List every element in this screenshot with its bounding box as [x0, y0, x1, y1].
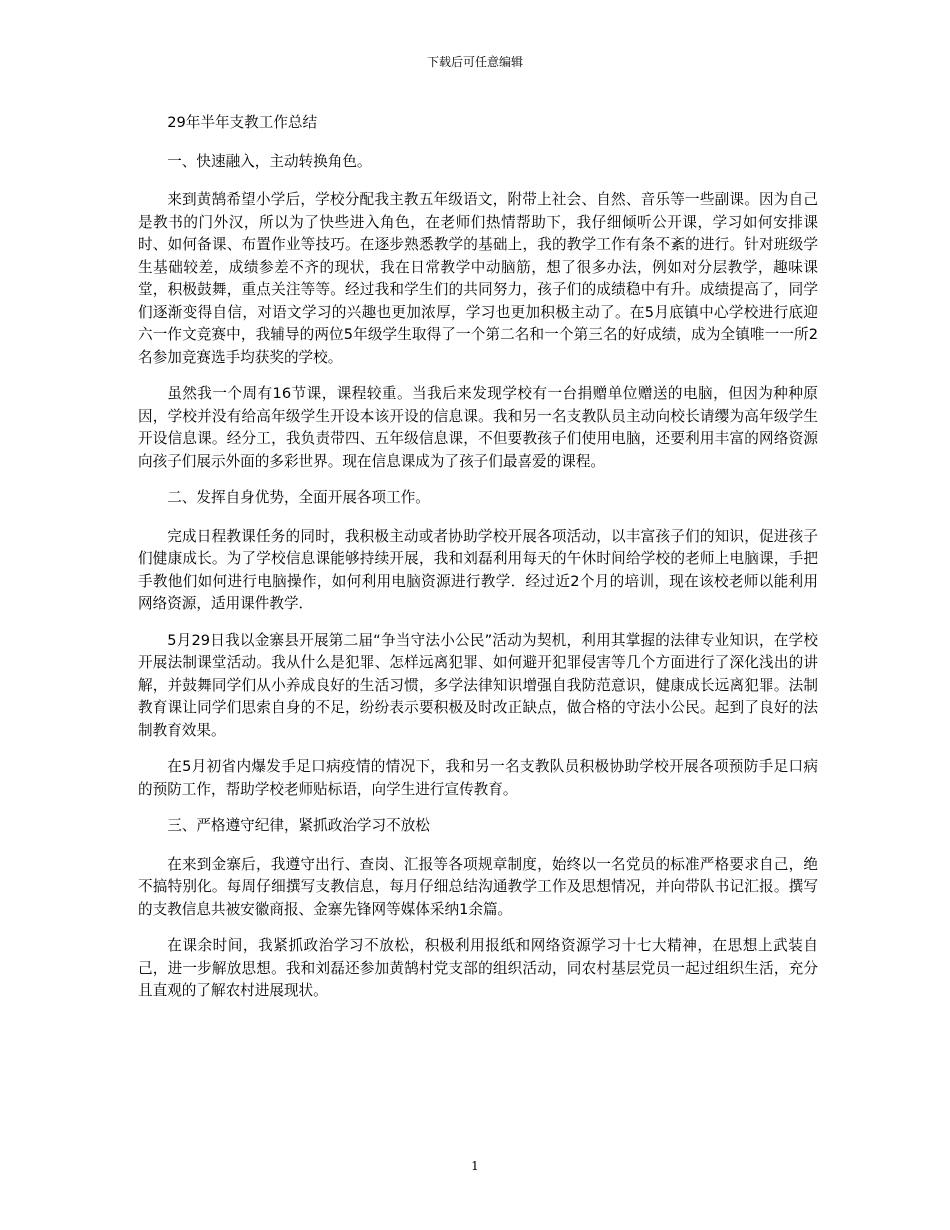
paragraph-1: 来到黄鹄希望小学后，学校分配我主教五年级语文，附带上社会、自然、音乐等一些副课。因为自己是教书的门外汉，所以为了快些进入角色，在老师们热情帮助下，我仔细倾听公开课，学习如何安排课时、如何备课、布置作业等技巧。在逐步熟悉教学的基础上，我的教学工作有条不紊的进行。针对班级学生基础较差，成绩参差不齐的现状，我在日常教学中动脑筋，想了很多办法，例如对分层教学，趣味课堂，积极鼓舞，重点关注等等。经过我和学生们的共同努力，孩子们的成绩稳中有升。成绩提高了，同学们逐渐变得自信，对语文学习的兴趣也更加浓厚，学习也更加积极主动了。在5月底镇中心学校进行底迎六一作文竞赛中，我辅导的两位5年级学生取得了一个第二名和一个第三名的好成绩，成为全镇唯一一所2名参加竞赛选手均获奖的学校。	[138, 191, 818, 366]
paragraph-4: 5月29日我以金寨县开展第二届“争当守法小公民”活动为契机，利用其掌握的法律专业知识，在学校开展法制课堂活动。我从什么是犯罪、怎样远离犯罪、如何避开犯罪侵害等几个方面进行了深化浅出的讲解，并鼓舞同学们从小养成良好的生活习惯，多学法律知识增强自我防范意识，健康成长远离犯罪。法制教育课让同学们思索自身的不足，纷纷表示要积极及时改正缺点，做合格的守法小公民。起到了良好的法制教育效果。	[138, 631, 818, 739]
section-heading-3: 三、严格遵守纪律，紧抓政治学习不放松	[167, 817, 430, 834]
paragraph-5: 在5月初省内爆发手足口病疫情的情况下，我和另一名支教队员积极协助学校开展各项预防手足口病的预防工作，帮助学校老师贴标语，向学生进行宣传教育。	[138, 758, 818, 798]
header-note: 下载后可任意编辑	[426, 55, 523, 69]
paragraph-7: 在课余时间，我紧抓政治学习不放松，积极利用报纸和网络资源学习十七大精神，在思想上武装自己，进一步解放思想。我和刘磊还参加黄鹄村党支部的组织活动，同农村基层党员一起过组织生活，充分且直观的了解农村进展现状。	[138, 937, 818, 999]
document-title: 29年半年支教工作总结	[167, 114, 318, 131]
section-heading-2: 二、发挥自身优势，全面开展各项工作。	[167, 489, 430, 506]
paragraph-3: 完成日程教课任务的同时，我积极主动或者协助学校开展各项活动，以丰富孩子们的知识，促进孩子们健康成长。为了学校信息课能够持续开展，我和刘磊利用每天的午休时间给学校的老师上电脑课，手把手教他们如何进行电脑操作，如何利用电脑资源进行教学．经过近2个月的培训，现在该校老师以能利用网络资源，适用课件教学．	[138, 527, 818, 612]
paragraph-2: 虽然我一个周有16节课，课程较重。当我后来发现学校有一台捐赠单位赠送的电脑，但因为种种原因，学校并没有给高年级学生开设本该开设的信息课。我和另一名支教队员主动向校长请缨为高年级学生开设信息课。经分工，我负责带四、五年级信息课，不但要教孩子们使用电脑，还要利用丰富的网络资源向孩子们展示外面的多彩世界。现在信息课成为了孩子们最喜爱的课程。	[138, 385, 818, 470]
document-body	[138, 112, 818, 1017]
page-number: 1	[471, 1159, 479, 1173]
paragraph-6: 在来到金寨后，我遵守出行、查岗、汇报等各项规章制度，始终以一名党员的标准严格要求自己，绝不搞特别化。每周仔细撰写支教信息，每月仔细总结沟通教学工作及思想情况，并向带队书记汇报。撰写的支教信息共被安徽商报、金寨先锋网等媒体采纳1余篇。	[138, 855, 818, 918]
section-heading-1: 一、快速融入，主动转换角色。	[167, 152, 372, 170]
